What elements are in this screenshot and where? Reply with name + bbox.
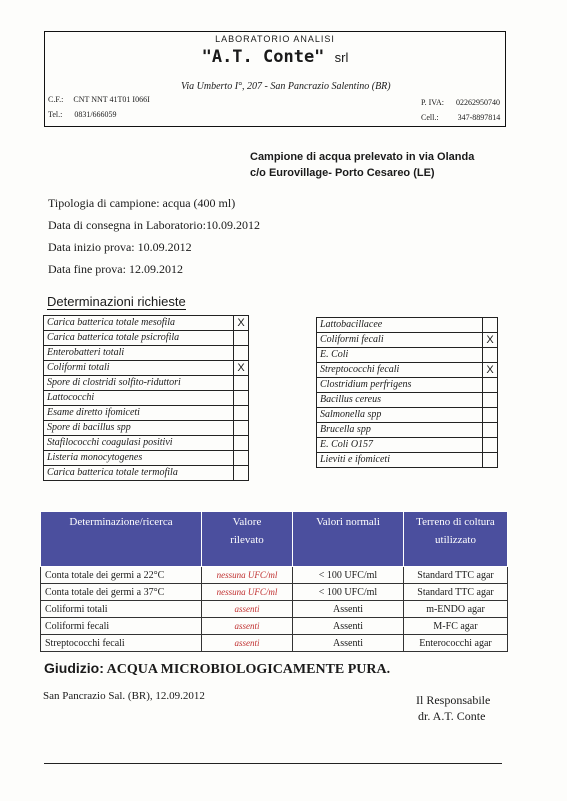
cell-label: Cell.: <box>421 113 439 122</box>
determination-row <box>44 361 249 376</box>
result-determination: Coliformi totali <box>41 601 202 618</box>
end-date: Data fine prova: 12.09.2012 <box>48 262 183 276</box>
result-value: nessuna UFC/ml <box>202 567 293 584</box>
header-value-line1: Valore <box>232 516 262 528</box>
table-row <box>41 567 508 584</box>
result-normal-value: < 100 UFC/ml <box>293 584 404 601</box>
determination-mark <box>234 391 249 406</box>
determination-mark: X <box>483 333 498 348</box>
header-medium-line2: utilizzato <box>435 534 476 546</box>
determination-label: E. Coli O157 <box>317 438 483 453</box>
determination-label: Brucella spp <box>317 423 483 438</box>
cell-value: 347-8897814 <box>457 113 501 122</box>
determination-row <box>44 316 249 331</box>
determination-mark <box>234 451 249 466</box>
determination-mark <box>234 346 249 361</box>
determination-row <box>317 393 498 408</box>
cf-value: CNT NNT 41T01 I066I <box>73 95 150 104</box>
judgement-label: Giudizio: <box>44 660 104 676</box>
header-value <box>202 512 293 567</box>
delivery-date: Data di consegna in Laboratorio:10.09.2012 <box>48 218 260 232</box>
determination-row <box>317 453 498 468</box>
determination-row <box>317 318 498 333</box>
table-row <box>41 635 508 652</box>
determination-label: Coliformi fecali <box>317 333 483 348</box>
company-suffix: srl <box>334 50 349 65</box>
determination-label: Clostridium perfrigens <box>317 378 483 393</box>
cf-label: C.F.: <box>48 95 64 104</box>
determination-mark <box>483 348 498 363</box>
sample-line-2: c/o Eurovillage- Porto Cesareo (LE) <box>250 167 435 179</box>
determination-row <box>317 438 498 453</box>
place-date: San Pancrazio Sal. (BR), 12.09.2012 <box>43 690 205 702</box>
result-culture-medium: Standard TTC agar <box>404 567 508 584</box>
determinations-right-table <box>316 317 498 468</box>
determination-label: Lattobacillacee <box>317 318 483 333</box>
tel-value: 0831/666059 <box>74 110 117 119</box>
determination-label: Carica batterica totale psicrofila <box>44 331 234 346</box>
result-determination: Streptococchi fecali <box>41 635 202 652</box>
sample-type: Tipologia di campione: acqua (400 ml) <box>48 196 236 210</box>
tel-row <box>48 110 117 119</box>
letterhead-box <box>44 31 506 127</box>
determination-label: Salmonella spp <box>317 408 483 423</box>
determinations-left-table <box>43 315 249 481</box>
tel-label: Tel.: <box>48 110 63 119</box>
determination-mark <box>234 406 249 421</box>
determination-label: Lattococchi <box>44 391 234 406</box>
header-culture-medium <box>404 512 508 567</box>
result-value: assenti <box>202 601 293 618</box>
cf-row <box>48 95 150 104</box>
sample-line-1: Campione di acqua prelevato in via Olanda <box>250 151 475 163</box>
determination-row <box>44 331 249 346</box>
determination-row <box>44 451 249 466</box>
company-name <box>45 47 505 67</box>
result-culture-medium: M-FC agar <box>404 618 508 635</box>
determination-mark: X <box>234 361 249 376</box>
determination-label: Bacillus cereus <box>317 393 483 408</box>
determination-row <box>317 378 498 393</box>
determination-mark <box>483 408 498 423</box>
header-value-line2: rilevato <box>230 534 264 546</box>
results-table <box>40 511 508 652</box>
footer-divider <box>44 763 502 764</box>
determination-label: Streptococchi fecali <box>317 363 483 378</box>
result-normal-value: < 100 UFC/ml <box>293 567 404 584</box>
determination-row <box>44 436 249 451</box>
piva-label: P. IVA: <box>421 98 444 107</box>
result-value: nessuna UFC/ml <box>202 584 293 601</box>
judgement-text: ACQUA MICROBIOLOGICAMENTE PURA. <box>106 662 391 677</box>
determination-mark: X <box>234 316 249 331</box>
result-culture-medium: Enterococchi agar <box>404 635 508 652</box>
determinations-title: Determinazioni richieste <box>47 294 186 309</box>
determination-label: Spore di clostridi solfito-riduttori <box>44 376 234 391</box>
signature-name: dr. A.T. Conte <box>418 709 486 723</box>
determination-row <box>317 363 498 378</box>
determination-row <box>44 406 249 421</box>
determination-row <box>317 423 498 438</box>
determination-label: Enterobatteri totali <box>44 346 234 361</box>
header-normal-values: Valori normali <box>293 512 404 567</box>
result-determination: Conta totale dei germi a 22°C <box>41 567 202 584</box>
result-determination: Coliformi fecali <box>41 618 202 635</box>
determination-mark <box>234 376 249 391</box>
determination-mark <box>234 436 249 451</box>
determination-row <box>44 466 249 481</box>
result-normal-value: Assenti <box>293 601 404 618</box>
piva-value: 02262950740 <box>455 98 500 107</box>
table-row <box>41 601 508 618</box>
determination-mark <box>234 421 249 436</box>
determination-label: Coliformi totali <box>44 361 234 376</box>
start-date: Data inizio prova: 10.09.2012 <box>48 240 192 254</box>
result-culture-medium: Standard TTC agar <box>404 584 508 601</box>
determination-mark <box>234 331 249 346</box>
signature-role: Il Responsabile <box>416 693 491 707</box>
determination-label: Stafilococchi coagulasi positivi <box>44 436 234 451</box>
determination-mark: X <box>483 363 498 378</box>
company-name-text: "A.T. Conte" <box>201 47 325 67</box>
determination-label: Carica batterica totale mesofila <box>44 316 234 331</box>
result-normal-value: Assenti <box>293 635 404 652</box>
determination-label: E. Coli <box>317 348 483 363</box>
result-value: assenti <box>202 618 293 635</box>
header-determination: Determinazione/ricerca <box>41 512 202 567</box>
determination-label: Carica batterica totale termofila <box>44 466 234 481</box>
cell-row <box>421 113 500 122</box>
determination-label: Spore di bacillus spp <box>44 421 234 436</box>
determination-row <box>317 408 498 423</box>
company-address: Via Umberto I°, 207 - San Pancrazio Salentino (BR) <box>181 81 391 92</box>
table-row <box>41 584 508 601</box>
result-culture-medium: m-ENDO agar <box>404 601 508 618</box>
determination-mark <box>483 423 498 438</box>
determination-mark <box>234 466 249 481</box>
results-header-row <box>41 512 508 567</box>
determination-mark <box>483 438 498 453</box>
determination-mark <box>483 318 498 333</box>
piva-row <box>421 98 500 107</box>
result-determination: Conta totale dei germi a 37°C <box>41 584 202 601</box>
header-medium-line1: Terreno di coltura <box>416 516 495 528</box>
determination-row <box>44 346 249 361</box>
determination-row <box>317 348 498 363</box>
determination-label: Esame diretto ifomiceti <box>44 406 234 421</box>
determination-mark <box>483 393 498 408</box>
determination-row <box>44 376 249 391</box>
judgement <box>44 660 390 678</box>
determination-label: Listeria monocytogenes <box>44 451 234 466</box>
determination-mark <box>483 378 498 393</box>
determination-label: Lieviti e ifomiceti <box>317 453 483 468</box>
determination-row <box>44 421 249 436</box>
result-normal-value: Assenti <box>293 618 404 635</box>
lab-label: LABORATORIO ANALISI <box>215 34 335 44</box>
determination-row <box>44 391 249 406</box>
determination-row <box>317 333 498 348</box>
result-value: assenti <box>202 635 293 652</box>
determination-mark <box>483 453 498 468</box>
table-row <box>41 618 508 635</box>
